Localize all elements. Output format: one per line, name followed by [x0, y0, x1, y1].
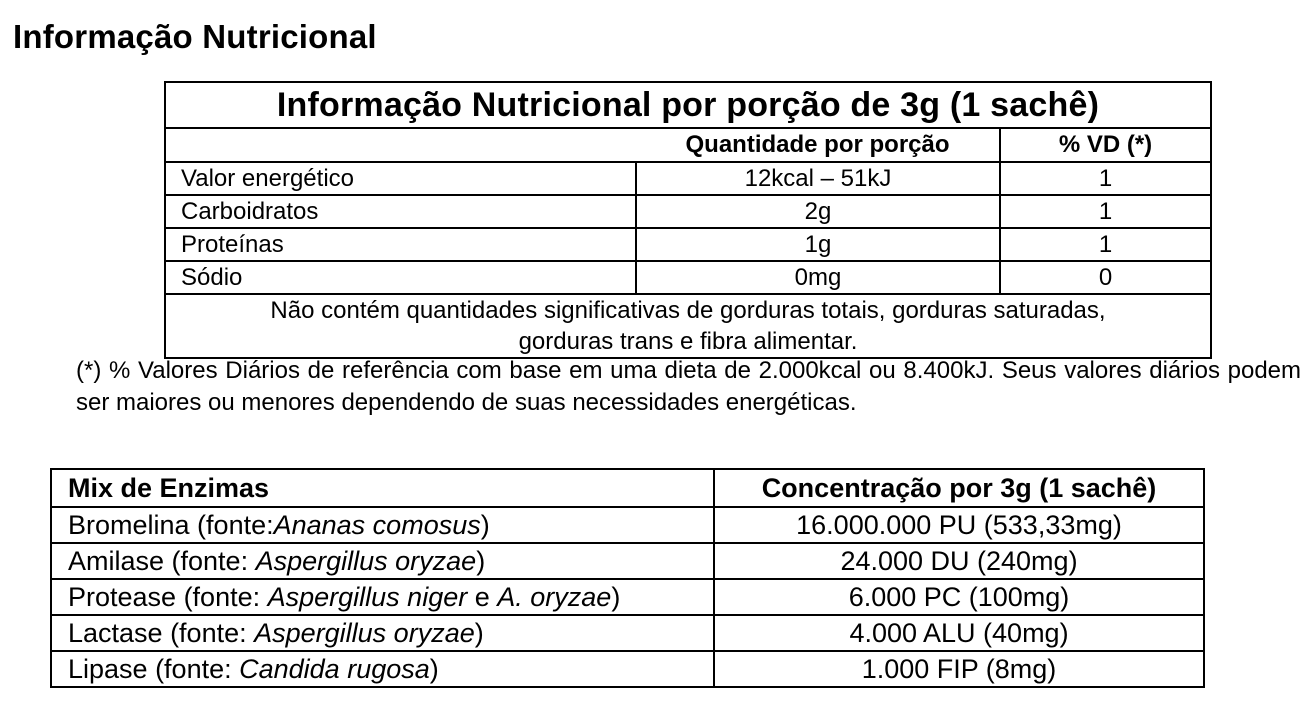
table-row [51, 507, 1204, 543]
table-row [165, 162, 1211, 195]
nutrient-vd: 1 [1000, 195, 1211, 228]
table-row [165, 228, 1211, 261]
enzyme-name: Protease (fonte: Aspergillus niger e A. oryzae) [51, 579, 714, 615]
enzyme-header-name: Mix de Enzimas [51, 469, 714, 507]
nutrient-name: Valor energético [165, 162, 636, 195]
enzyme-source: Aspergillus oryzae [255, 545, 477, 576]
nutrient-value: 0mg [636, 261, 1000, 294]
nutrition-header-empty [165, 128, 636, 162]
enzyme-table [50, 468, 1205, 688]
enzyme-concentration: 24.000 DU (240mg) [714, 543, 1204, 579]
nutrient-name: Carboidratos [165, 195, 636, 228]
enzyme-name: Lactase (fonte: Aspergillus oryzae) [51, 615, 714, 651]
nutrient-value: 12kcal – 51kJ [636, 162, 1000, 195]
enzyme-concentration: 16.000.000 PU (533,33mg) [714, 507, 1204, 543]
nutrition-header-row [165, 128, 1211, 162]
nutrient-name: Sódio [165, 261, 636, 294]
table-row [51, 651, 1204, 687]
footnote: (*) % Valores Diários de referência com base em uma dieta de 2.000kcal ou 8.400kJ. Seus valores diários podem ser maiores ou menores dependendo de suas necessidades energéticas. [76, 357, 1301, 416]
table-row [51, 543, 1204, 579]
enzyme-concentration: 1.000 FIP (8mg) [714, 651, 1204, 687]
enzyme-source: Aspergillus niger [267, 581, 468, 612]
enzyme-name: Lipase (fonte: Candida rugosa) [51, 651, 714, 687]
enzyme-source: Candida rugosa [239, 653, 430, 684]
nutrient-value: 1g [636, 228, 1000, 261]
enzyme-concentration: 4.000 ALU (40mg) [714, 615, 1204, 651]
table-row [165, 261, 1211, 294]
enzyme-header-row [51, 469, 1204, 507]
nutrient-vd: 1 [1000, 162, 1211, 195]
enzyme-name: Amilase (fonte: Aspergillus oryzae) [51, 543, 714, 579]
page-title: Informação Nutricional [13, 18, 377, 55]
nutrient-vd: 0 [1000, 261, 1211, 294]
nutrient-name: Proteínas [165, 228, 636, 261]
enzyme-name: Bromelina (fonte:Ananas comosus) [51, 507, 714, 543]
enzyme-header-concentration: Concentração por 3g (1 sachê) [714, 469, 1204, 507]
nutrient-value: 2g [636, 195, 1000, 228]
nutrition-note-line1: Não contém quantidades significativas de gorduras totais, gorduras saturadas, [270, 297, 1106, 324]
enzyme-source-2: A. oryzae [497, 581, 612, 612]
table-row [51, 579, 1204, 615]
nutrition-note [165, 294, 1211, 358]
nutrition-header-vd: % VD (*) [1000, 128, 1211, 162]
nutrition-table-caption: Informação Nutricional por porção de 3g (1 sachê) [165, 82, 1211, 128]
table-row [165, 195, 1211, 228]
enzyme-concentration: 6.000 PC (100mg) [714, 579, 1204, 615]
nutrient-vd: 1 [1000, 228, 1211, 261]
table-row [51, 615, 1204, 651]
nutrition-note-line2: gorduras trans e fibra alimentar. [518, 328, 858, 355]
enzyme-source: Aspergillus oryzae [254, 617, 475, 648]
nutrition-header-quantity: Quantidade por porção [636, 128, 1000, 162]
enzyme-source: Ananas comosus [273, 509, 481, 540]
nutrition-table [164, 81, 1212, 359]
